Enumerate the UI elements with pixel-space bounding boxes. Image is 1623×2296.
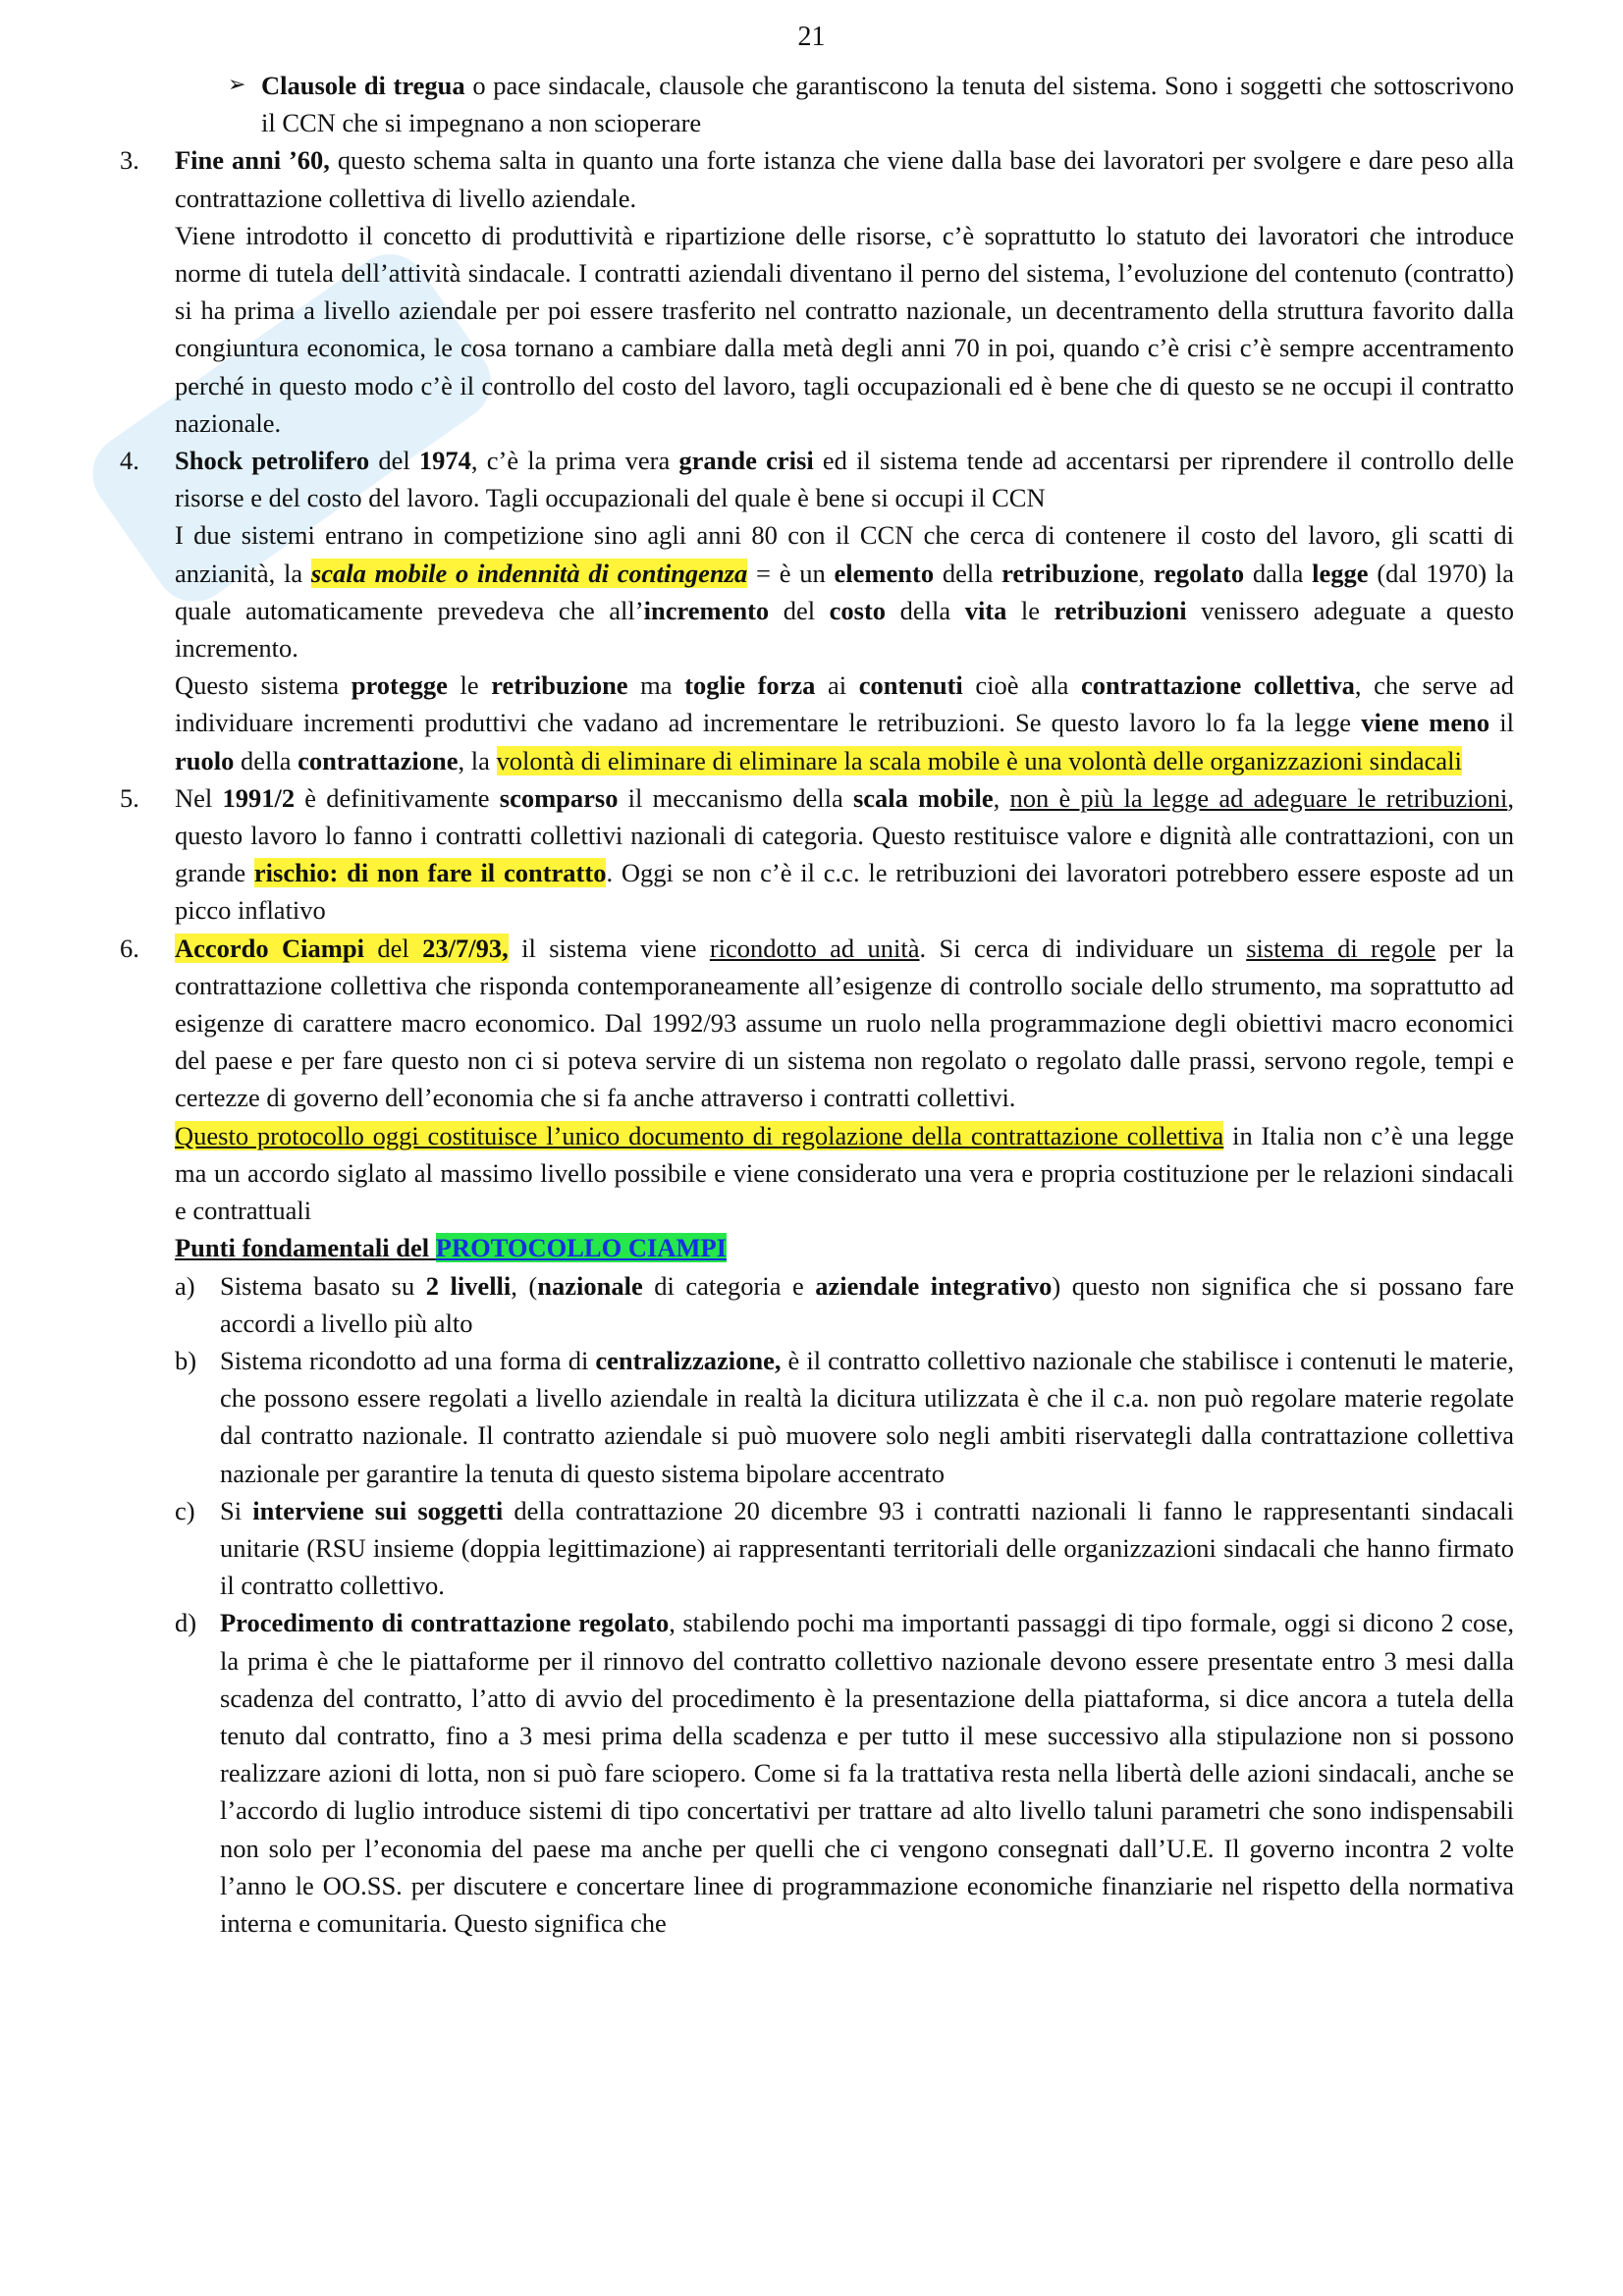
list-item-5: 5. Nel 1991/2 è definitivamente scomparso il meccanismo della scala mobile, non è più la legge ad adeguare le retribuzioni, questo lavoro lo fanno i contratti collettivi nazionali di categoria. Questo restituisce valore e dignità alle contrattazioni, con un grande rischio: di non fare il contratto. Oggi se non c’è il c.c. le retribuzioni dei lavoratori potrebbero essere esposte ad un picco inflativo (120, 782, 1514, 926)
section-heading: Punti fondamentali del PROTOCOLLO CIAMPI (175, 1233, 727, 1263)
arrow-bullet-icon: ➢ (228, 73, 246, 97)
sub-item-c: c) Si interviene sui soggetti della contrattazione 20 dicembre 93 i contratti nazionali li fanno le rappresentanti sindacali unitarie (RSU insieme (doppia legittimazione) ai rappresentanti territoriali delle organizzazioni sindacali che hanno firmato il contratto collettivo. (175, 1495, 1514, 1601)
sub-item-d: d) Procedimento di contrattazione regolato, stabilendo pochi ma importanti passaggi di tipo formale, oggi si dicono 2 cose, la prima è che le piattaforme per il rinnovo del contratto collettivo nazionale devono essere presentate entro 3 mesi dalla scadenza del contratto, l’atto di avvio del procedimento è la presentazione della piattaforma, si dice ancora a tutela della tenuto dal contratto, fino a 3 mesi prima della scadenza e per tutto il mese successivo alla stipulazione non si possono realizzare azioni di lotta, non si può fare sciopero. Come si fa la trattativa resta nella libertà delle azioni sindacali, anche se l’accordo di luglio introduce sistemi di tipo concertativi per trattare ad alto livello taluni parametri che sono indispensabili non solo per l’economia del paese ma anche per quelli che ci vengono consegnati dall’U.E. Il governo incontra 2 volte l’anno le OO.SS. per discutere e concertare linee di programmazione economiche finanziarie nel rispetto della normativa interna e comunitaria. Questo significa che (175, 1608, 1514, 1938)
highlight-scala-mobile: scala mobile o indennità di contingenza (310, 558, 748, 588)
document-body (120, 67, 1514, 1942)
list-item-3: 3. Fine anni ’60, questo schema salta in quanto una forte istanza che viene dalla base dei lavoratori per svolgere e dare peso alla contrattazione collettiva di livello aziendale. Viene introdotto il concetto di produttività e ripartizione delle risorse, c’è soprattutto lo statuto dei lavoratori che introduce norme di tutela dell’attività sindacale. I contratti aziendali diventano il perno del sistema, l’evoluzione del contenuto (contratto) si ha prima a livello aziendale per poi essere trasferito nel contratto nazionale, un decentramento della struttura favorito dalla congiuntura economica, le cosa tornano a cambiare dalla metà degli anni 70 in poi, quando c’è crisi c’è sempre accentramento perché in questo modo c’è il controllo del costo del lavoro, tagli occupazionali ed è bene che di questo se ne occupi il contratto nazionale. (120, 145, 1515, 438)
highlight-accordo-ciampi: Accordo Ciampi (175, 933, 364, 963)
list-item-4: 4. Shock petrolifero del 1974, c’è la prima vera grande crisi ed il sistema tende ad accentarsi per riprendere il controllo delle risorse e del costo del lavoro. Tagli occupazionali del quale è bene si occupi il CCN I due sistemi entrano in competizione sino agli anni 80 con il CCN che cerca di contenere il costo del lavoro, gli scatti di anzianità, la scala mobile o indennità di contingenza = è un elemento della retribuzione, regolato dalla legge (dal 1970) la quale automaticamente prevedeva che all’incremento del costo della vita le retribuzioni venissero adeguate a questo incremento. Questo sistema protegge le retribuzione ma toglie forza ai contenuti cioè alla contrattazione collettiva, che serve ad individuare incrementi produttivi che vadano ad incrementare le retribuzioni. Se questo lavoro lo fa la legge viene meno il ruolo della contrattazione, la volontà di eliminare di eliminare la scala mobile è una volontà delle organizzazioni sindacali (120, 446, 1515, 775)
highlight-volonta: volontà di eliminare di eliminare la scala mobile è una volontà delle organizzazioni sindacali (496, 745, 1462, 775)
highlight-rischio: rischio: di non fare il contratto (253, 858, 607, 888)
list-item-6: 6. Accordo Ciampi del 23/7/93, il sistema viene ricondotto ad unità. Si cerca di individuare un sistema di regole per la contrattazione collettiva che risponda contemporaneamente all’esigenze di controllo sociale dello strumento, ma soprattutto ad esigenze di carattere macro economico. Dal 1992/93 assume un ruolo nella programmazione degli obiettivi macro economici del paese e per fare questo non ci si poteva servire di un sistema non regolato o regolato dalle prassi, servono regole, tempi e certezze di governo dell’economia che si fa anche attraverso i contratti collettivi. Questo protocollo oggi costituisce l’unico documento di regolazione della contrattazione collettiva in Italia non c’è una legge ma un accordo siglato al massimo livello possibile e viene considerato una vera e propria costituzione per le relazioni sindacali e contrattuali Punti fondamentali del PROTOCOLLO CIAMPI (120, 930, 1514, 1267)
page-number: 21 (797, 22, 826, 52)
sub-item-a: a) Sistema basato su 2 livelli, (nazionale di categoria e aziendale integrativo) questo non significa che si possano fare accordi a livello più alto (175, 1270, 1514, 1338)
list-item-bullet: ➢ Clausole di tregua o pace sindacale, clausole che garantiscono la tenuta del sistema. Sono i soggetti che sottoscrivono il CCN che si impegnano a non scioperare (228, 67, 1514, 141)
highlight-protocollo-ciampi: PROTOCOLLO CIAMPI (435, 1233, 727, 1263)
sub-item-b: b) Sistema ricondotto ad una forma di centralizzazione, è il contratto collettivo nazionale che stabilisce i contenuti le materie, che possono essere regolati a livello aziendale in realtà la dicitura utilizzata è che il c.a. non può regolare materie regolate dal contratto nazionale. Il contratto aziendale si può muovere solo negli ambiti riservategli dalla contrattazione collettiva nazionale per garantire la tenuta di questo sistema bipolare accentrato (175, 1345, 1515, 1488)
highlight-protocollo: Questo protocollo oggi costituisce l’unico documento di regolazione della contrattazione collettiva (175, 1120, 1224, 1150)
